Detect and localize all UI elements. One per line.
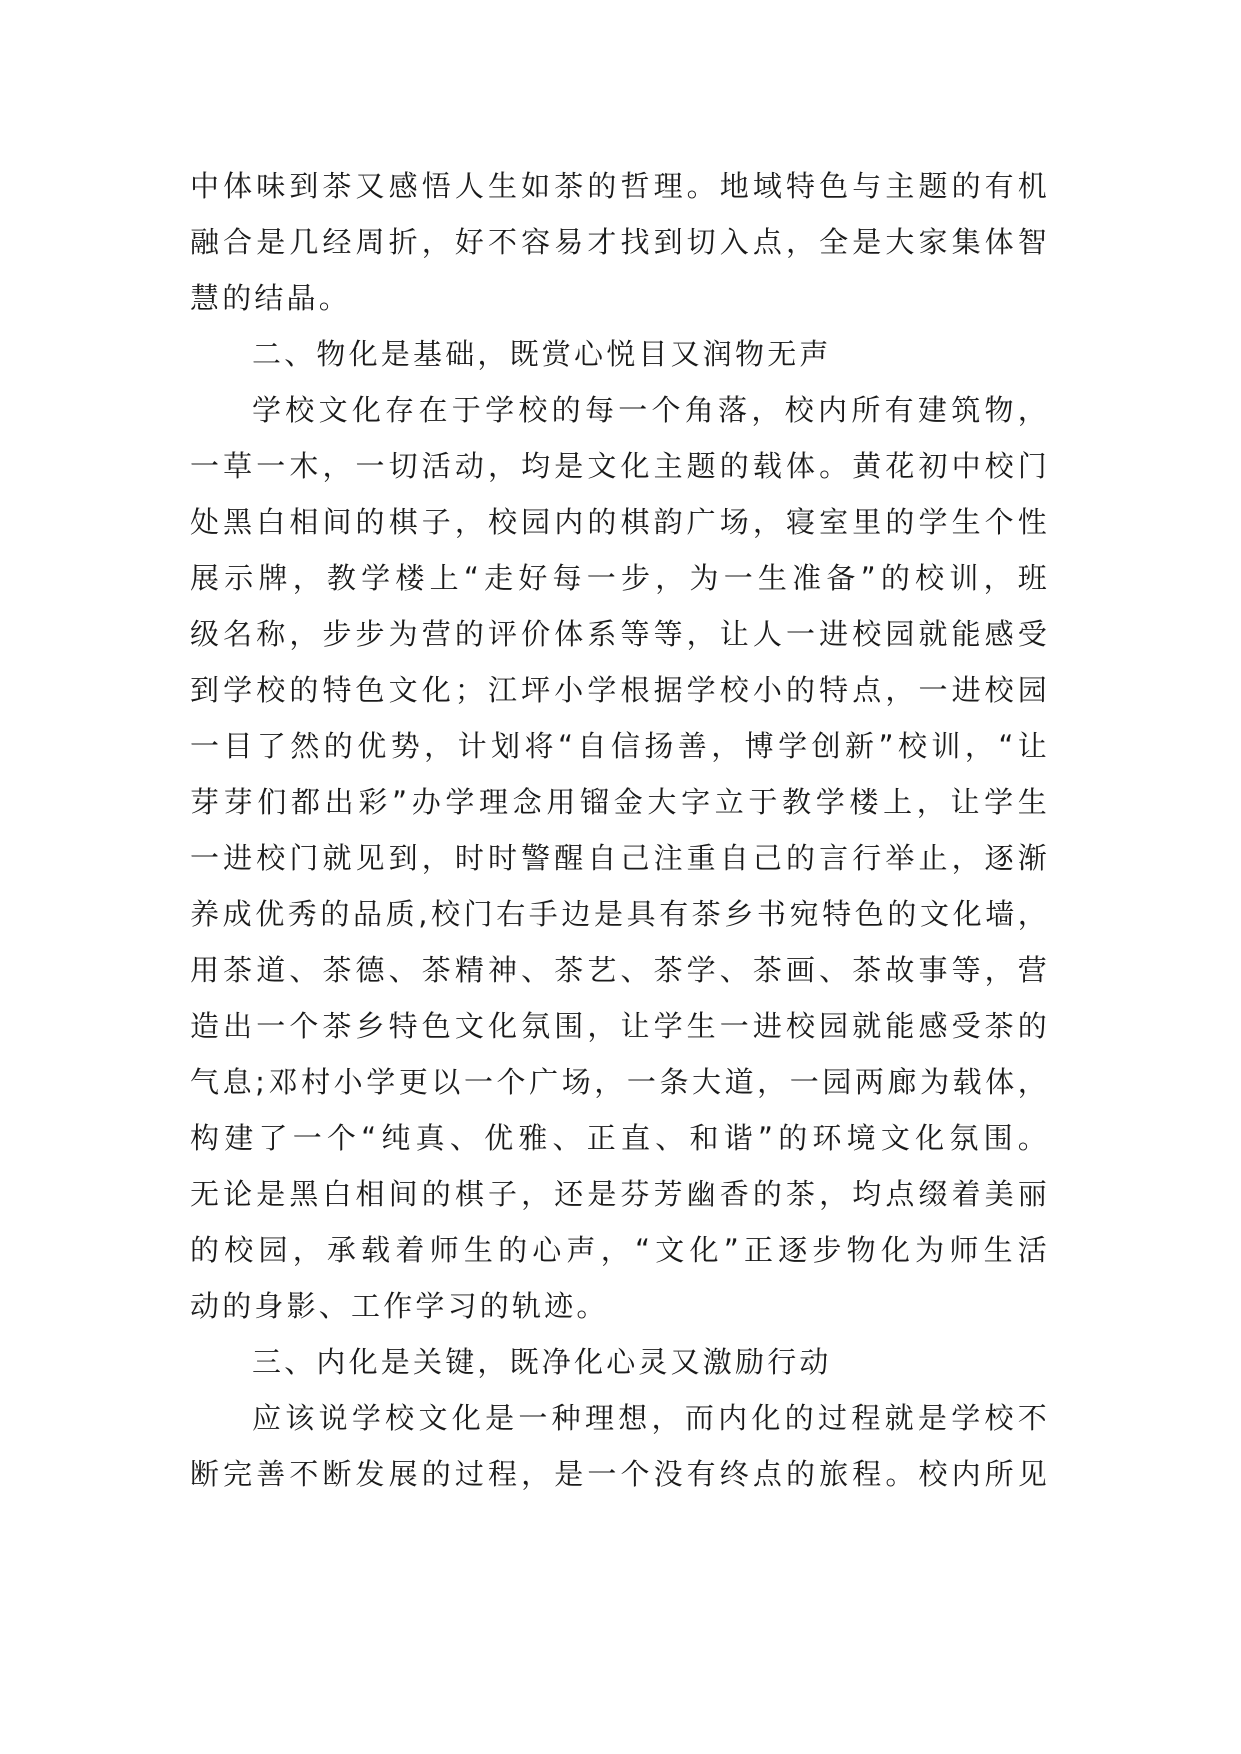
document-body (190, 158, 1050, 1502)
text-line: 构建了一个“纯真、优雅、正直、和谐”的环境文化氛围。 (190, 1121, 1050, 1155)
text-line: 一进校门就见到，时时警醒自己注重自己的言行举止，逐渐 (190, 841, 1050, 875)
text-line: 中体味到茶又感悟人生如茶的哲理。地域特色与主题的有机 (190, 169, 1050, 203)
text-line: 无论是黑白相间的棋子，还是芬芳幽香的茶，均点缀着美丽 (190, 1177, 1050, 1211)
text-line: 断完善不断发展的过程，是一个没有终点的旅程。校内所见 (190, 1457, 1050, 1491)
text-line: 动的身影、工作学习的轨迹。 (190, 1289, 609, 1323)
text-line: 一目了然的优势，计划将“自信扬善，博学创新”校训，“让 (190, 729, 1050, 763)
text-line: 到学校的特色文化；江坪小学根据学校小的特点，一进校园 (190, 673, 1050, 707)
text-line: 慧的结晶。 (190, 281, 352, 315)
paragraph-first-line: 学校文化存在于学校的每一个角落，校内所有建筑物， (252, 393, 1050, 427)
text-line: 一草一木，一切活动，均是文化主题的载体。黄花初中校门 (190, 449, 1050, 483)
text-line: 养成优秀的品质,校门右手边是具有茶乡书宛特色的文化墙， (190, 897, 1050, 931)
section-heading: 三、内化是关键，既净化心灵又激励行动 (252, 1345, 832, 1379)
text-line: 处黑白相间的棋子，校园内的棋韵广场，寝室里的学生个性 (190, 505, 1050, 539)
text-line: 造出一个茶乡特色文化氛围，让学生一进校园就能感受茶的 (190, 1009, 1050, 1043)
text-line: 级名称，步步为营的评价体系等等，让人一进校园就能感受 (190, 617, 1050, 651)
text-line: 用茶道、茶德、茶精神、茶艺、茶学、茶画、茶故事等，营 (190, 953, 1050, 987)
text-line: 展示牌，教学楼上“走好每一步，为一生准备”的校训，班 (190, 561, 1050, 595)
text-line: 的校园，承载着师生的心声，“文化”正逐步物化为师生活 (190, 1233, 1050, 1267)
paragraph-first-line: 应该说学校文化是一种理想，而内化的过程就是学校不 (252, 1401, 1050, 1435)
text-line: 气息;邓村小学更以一个广场，一条大道，一园两廊为载体， (190, 1065, 1050, 1099)
section-heading: 二、物化是基础，既赏心悦目又润物无声 (252, 337, 832, 371)
text-line: 芽芽们都出彩”办学理念用镏金大字立于教学楼上，让学生 (190, 785, 1050, 819)
text-line: 融合是几经周折，好不容易才找到切入点，全是大家集体智 (190, 225, 1050, 259)
